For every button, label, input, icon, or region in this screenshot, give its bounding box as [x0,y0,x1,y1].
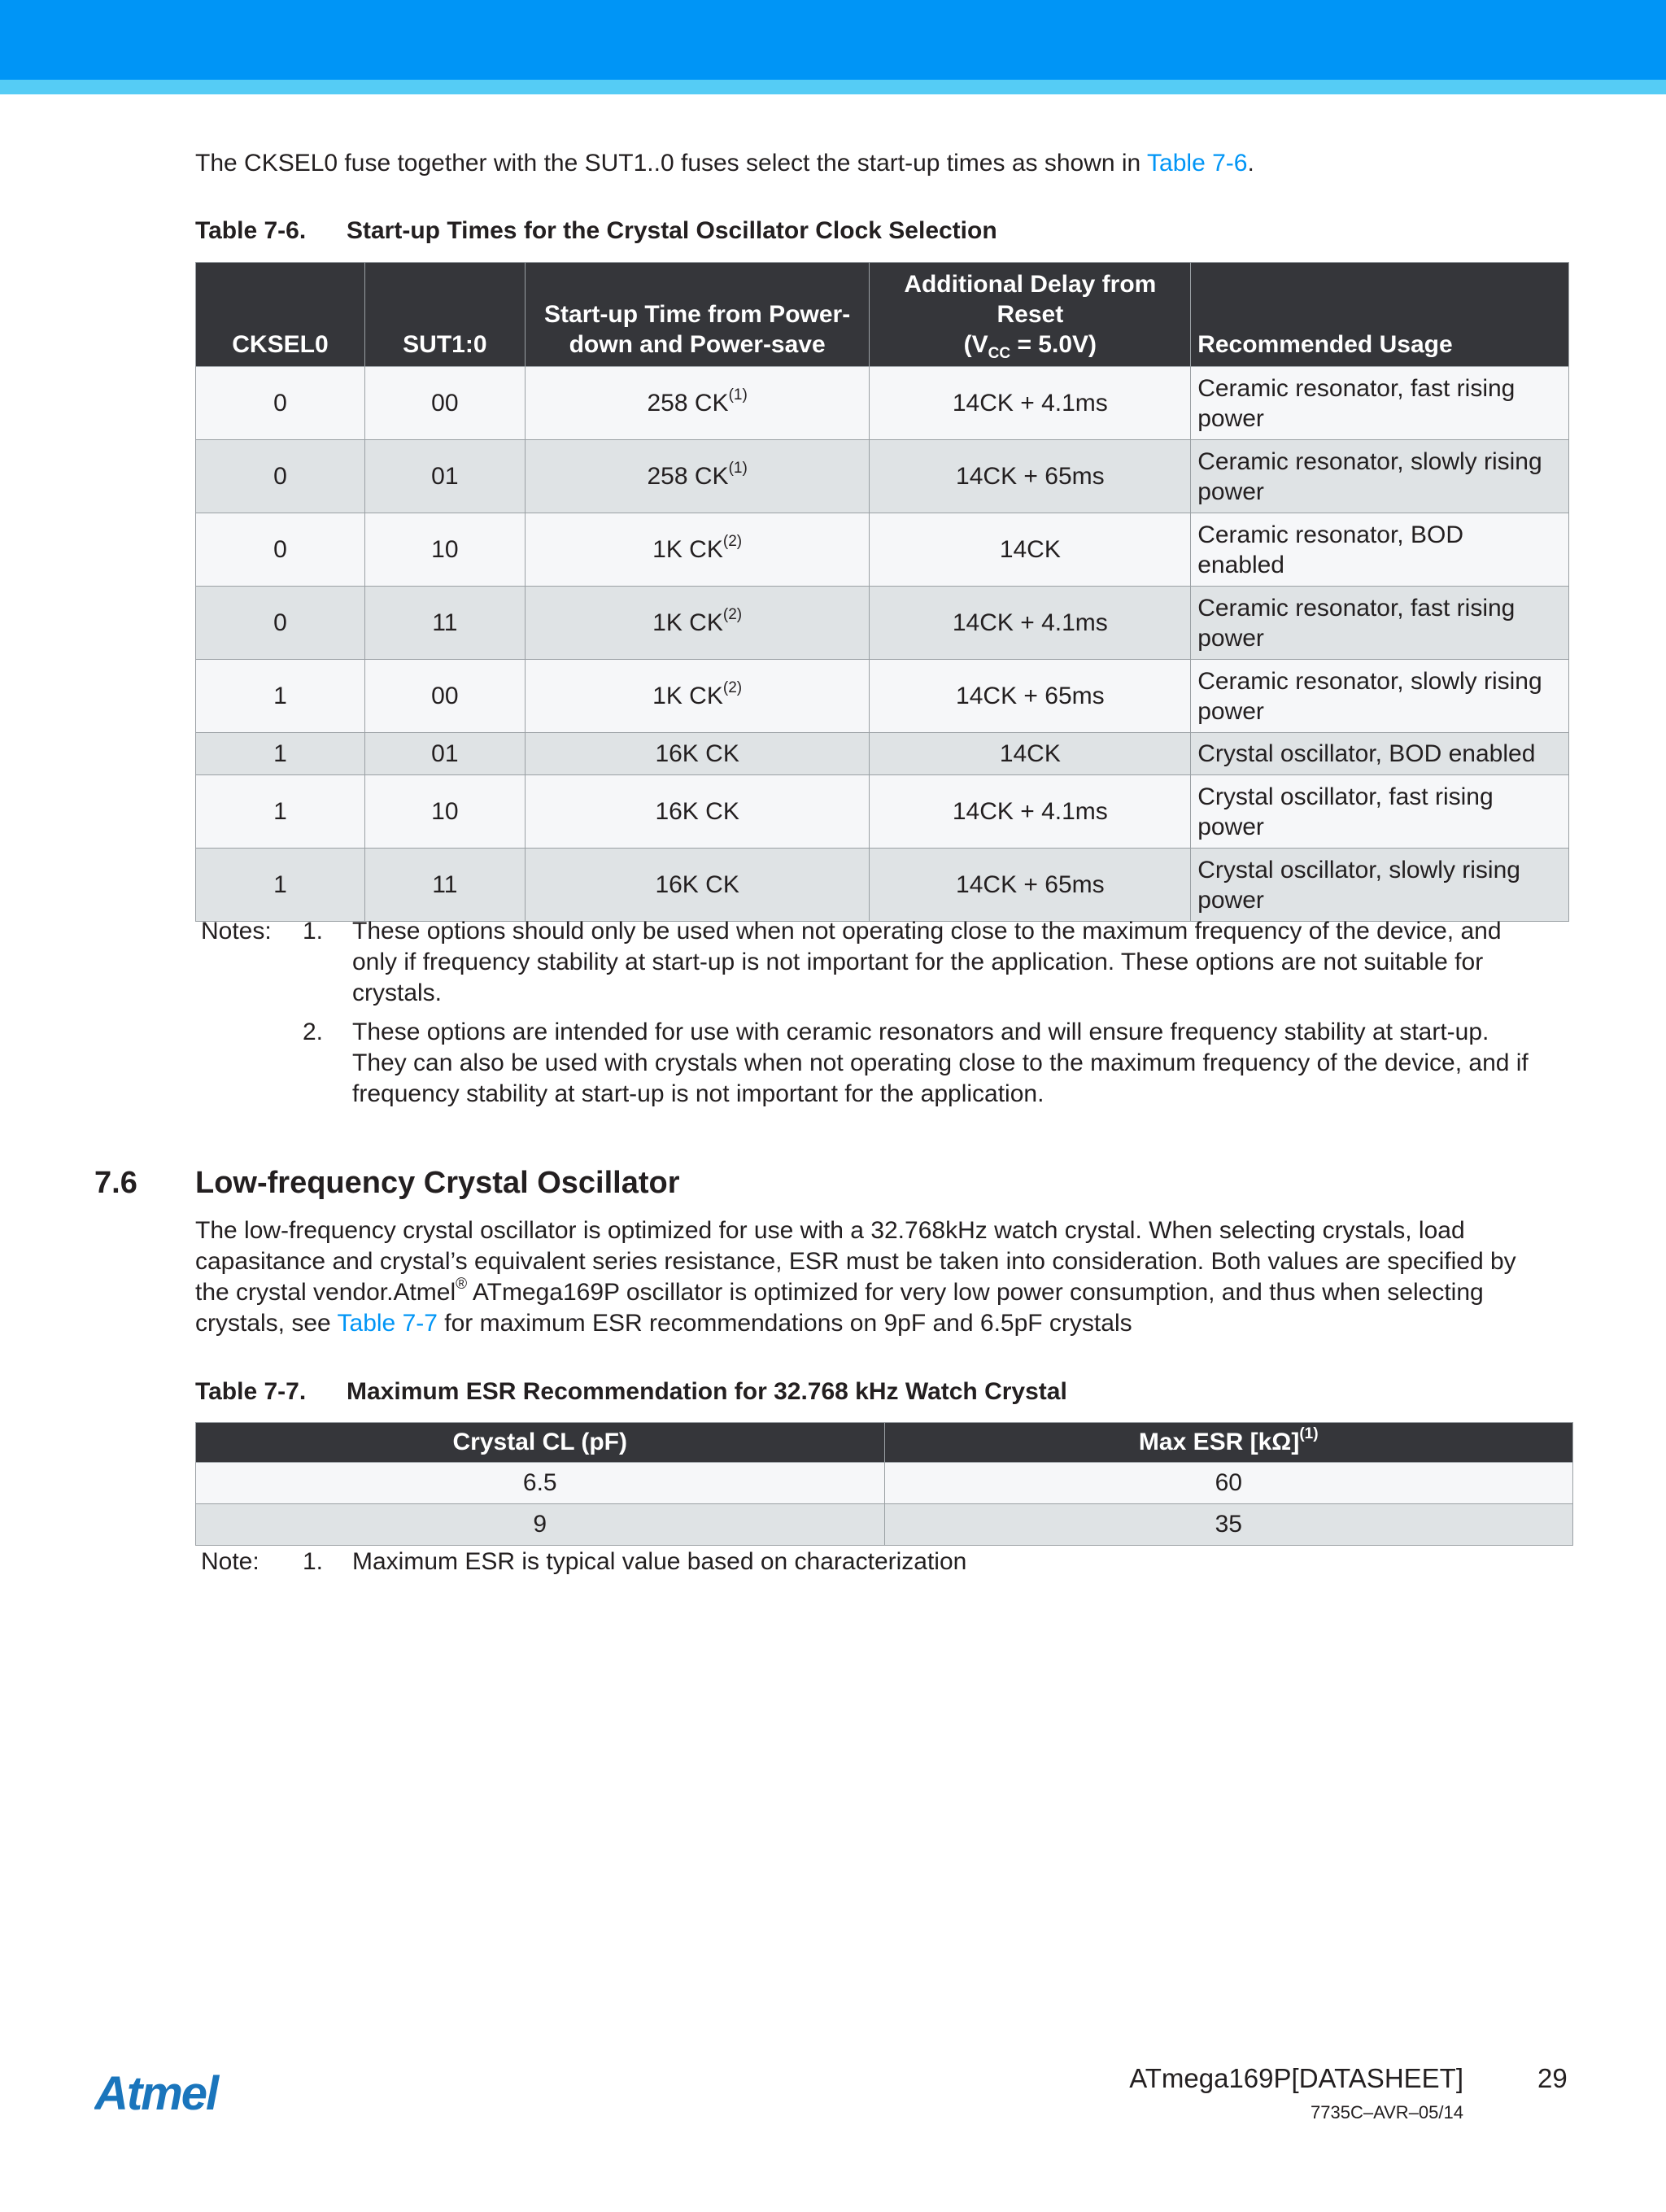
cell-cksel0: 0 [196,367,365,440]
cell-usage: Ceramic resonator, slowly rising power [1191,440,1569,513]
notes-label: Notes: [201,918,272,945]
table-7-6-notes [201,916,1584,1110]
cell-cksel0: 0 [196,440,365,513]
table-row [196,775,1569,849]
cell-cksel0: 1 [196,849,365,922]
note-number: 1. [303,918,324,945]
note-text: Maximum ESR is typical value based on characterization [352,1548,967,1575]
table-row [196,1463,1573,1504]
table-7-6-link[interactable]: Table 7-6 [1147,150,1248,177]
table-row [196,849,1569,922]
note-number: 2. [303,1019,324,1045]
table-row [196,367,1569,440]
table-7-7-caption: Table 7-7. Maximum ESR Recommendation for 32.768 kHz Watch Crystal [195,1378,1067,1405]
header-bar [0,0,1666,80]
table-row [196,733,1569,775]
cell-sut: 11 [364,849,525,922]
cell-usage: Crystal oscillator, slowly rising power [1191,849,1569,922]
cell-delay: 14CK + 65ms [870,440,1191,513]
header-sut: SUT1:0 [364,263,525,367]
cell-delay: 14CK + 65ms [870,660,1191,733]
cell-cl: 9 [196,1504,885,1546]
section-number: 7.6 [94,1166,137,1200]
note-item [201,1547,1584,1577]
atmel-logo-text: Atmel [94,2067,218,2119]
cell-startup: 1K CK$^{(2)}$ [525,587,870,660]
cell-sut: 01 [364,440,525,513]
cell-usage: Ceramic resonator, BOD enabled [1191,513,1569,587]
cell-delay: 14CK [870,733,1191,775]
cell-startup: 16K CK [525,849,870,922]
cell-delay: 14CK + 4.1ms [870,775,1191,849]
cell-startup: 1K CK$^{(2)}$ [525,513,870,587]
header-crystal-cl: Crystal CL (pF) [196,1423,885,1463]
header-stripe [0,80,1666,94]
section-paragraph: The low-frequency crystal oscillator is optimized for use with a 32.768kHz watch crystal. When selecting crystals, load capasitance and crystal’s equivalent series resistance, ESR must be taken into consideration. Both values are specified by the crystal vendor.Atmel® ATmega169P oscillator is optimized for very low power consumption, and thus when selecting crystals, see Table 7-7 for maximum ESR recommendations on 9pF and 6.5pF crystals [195,1217,1516,1337]
header-additional-delay: Additional Delay from Reset $(V_{CC} = 5.0V)$ [870,263,1191,367]
cell-cksel0: 0 [196,587,365,660]
table-7-7-note [201,1547,1584,1577]
atmel-logo [94,2067,242,2119]
note-item [201,1017,1584,1110]
header-recommended-usage: Recommended Usage [1191,263,1569,367]
table-row [196,513,1569,587]
cell-esr: 35 [884,1504,1573,1546]
cell-delay: 14CK + 4.1ms [870,587,1191,660]
cell-sut: 11 [364,587,525,660]
cell-delay: 14CK + 65ms [870,849,1191,922]
cell-cksel0: 1 [196,775,365,849]
cell-startup: 1K CK$^{(2)}$ [525,660,870,733]
cell-esr: 60 [884,1463,1573,1504]
cell-usage: Crystal oscillator, BOD enabled [1191,733,1569,775]
cell-usage: Crystal oscillator, fast rising power [1191,775,1569,849]
table-row [196,660,1569,733]
header-cksel0: CKSEL0 [196,263,365,367]
cell-usage: Ceramic resonator, fast rising power [1191,367,1569,440]
cell-cksel0: 1 [196,660,365,733]
note-item [201,916,1584,1009]
table-row [196,587,1569,660]
cell-startup: 16K CK [525,733,870,775]
header-max-esr: Max ESR $[k\Omega]^{(1)}$ [884,1423,1573,1463]
note-text: These options are intended for use with ceramic resonators and will ensure frequency stability at start-up. They can also be used with crystals when not operating close to the maximum frequency of the device, and if frequency stability at start-up is not important for the application. [352,1019,1529,1107]
cell-sut: 00 [364,660,525,733]
cell-usage: Ceramic resonator, slowly rising power [1191,660,1569,733]
note-text: These options should only be used when not operating close to the maximum frequency of the device, and only if frequency stability at start-up is not important for the application. These options are not suitable for crystals. [352,918,1502,1006]
table-row [196,440,1569,513]
table-header-row [196,263,1569,367]
cell-cksel0: 0 [196,513,365,587]
cell-delay: 14CK [870,513,1191,587]
section-title: Low-frequency Crystal Oscillator [195,1166,680,1200]
table-7-7-link[interactable]: Table 7-7 [337,1310,438,1337]
intro-paragraph: The CKSEL0 fuse together with the SUT1..0 fuses select the start-up times as shown in Table 7-6. [195,150,1254,177]
cell-sut: 00 [364,367,525,440]
footer-doc-code: 7735C–AVR–05/14 [1311,2102,1463,2123]
cell-sut: 10 [364,775,525,849]
footer-doc-title: ATmega169P[DATASHEET] [1129,2063,1463,2093]
cell-usage: Ceramic resonator, fast rising power [1191,587,1569,660]
cell-delay: 14CK + 4.1ms [870,367,1191,440]
cell-startup: 16K CK [525,775,870,849]
header-startup-time: Start-up Time from Power- down and Power-save [525,263,870,367]
note-number: 1. [303,1548,324,1575]
cell-cl: 6.5 [196,1463,885,1504]
cell-startup: 258 CK$^{(1)}$ [525,367,870,440]
cell-cksel0: 1 [196,733,365,775]
table-7-6-caption: Table 7-6. Start-up Times for the Crystal Oscillator Clock Selection [195,217,997,244]
footer-page-number: 29 [1537,2063,1568,2093]
table-header-row [196,1423,1573,1463]
cell-sut: 10 [364,513,525,587]
esr-table [195,1422,1573,1546]
cell-startup: 258 CK$^{(1)}$ [525,440,870,513]
startup-times-table [195,262,1569,922]
table-row [196,1504,1573,1546]
cell-sut: 01 [364,733,525,775]
note-label: Note: [201,1548,259,1575]
